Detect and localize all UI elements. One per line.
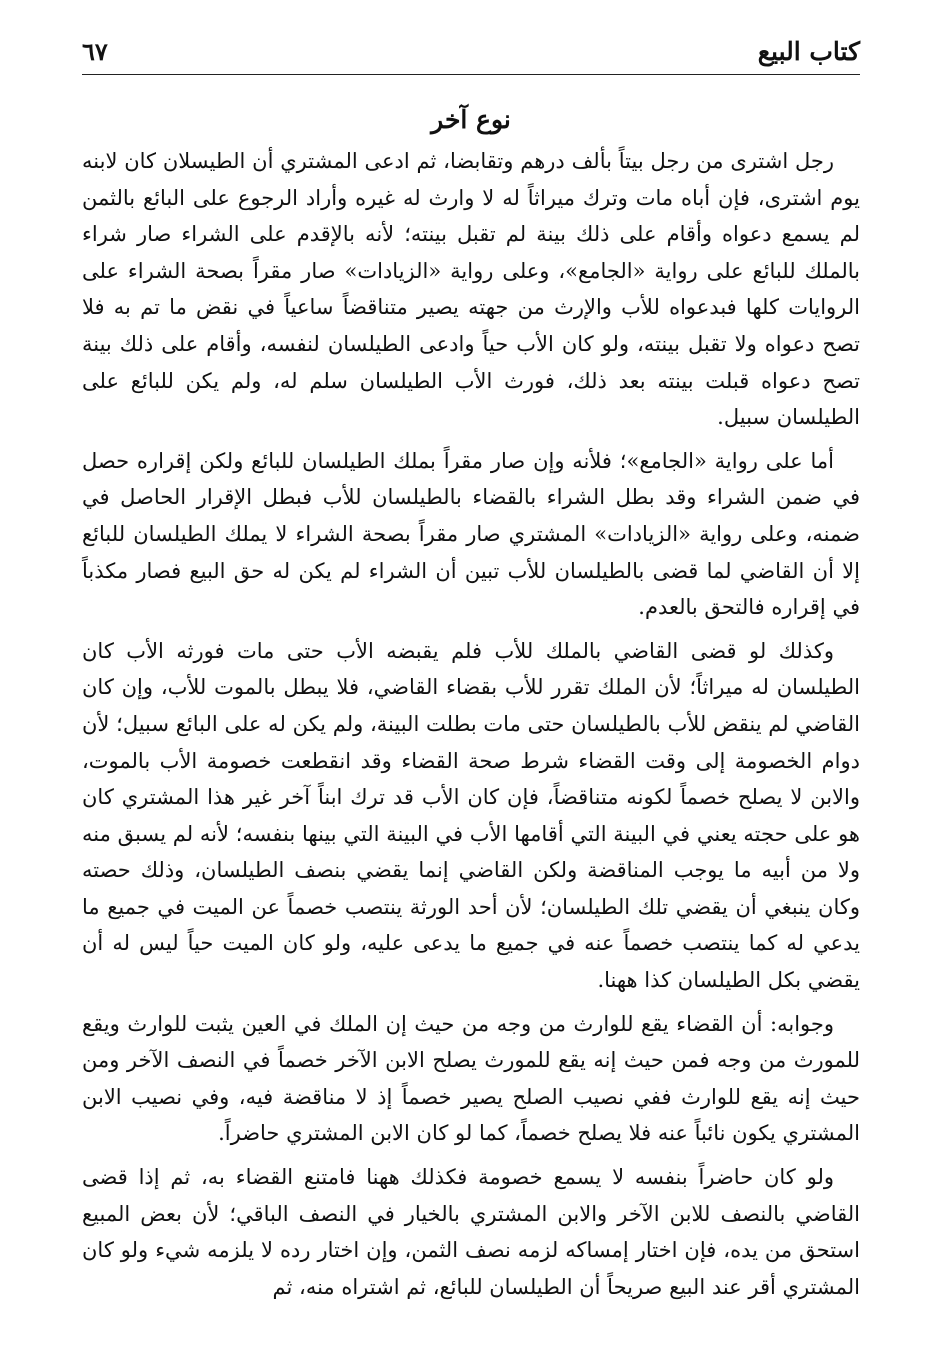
header-divider (82, 74, 860, 75)
running-header (82, 30, 860, 74)
body-paragraph: وكذلك لو قضى القاضي بالملك للأب فلم يقبضه الأب حتى مات فورثه الأب كان الطيلسان له ميراثاً؛ لأن الملك تقرر للأب بقضاء القاضي، فلا يبطل بالموت للأب، وإن كان القاضي لم ينقض للأب بالطيلسان حتى مات بطلت البينة، ولم يكن له على البائع سبيل؛ لأن دوام الخصومة إلى وقت القضاء شرط صحة القضاء وقد انقطعت خصومة الأب بالموت، والابن لا يصلح خصماً لكونه متناقضاً، فإن كان الأب قد ترك ابناً آخر غير هذا المشتري كان هو على حجته يعني في البينة التي أقامها الأب في البينة التي بينها بنفسه؛ لأنه لم يسبق منه ولا من أبيه ما يوجب المناقضة ولكن القاضي إنما يقضي بنصف الطيلسان، وذلك حصته وكان ينبغي أن يقضي تلك الطيلسان؛ لأن أحد الورثة ينتصب خصماً عن الميت في جميع ما يدعي له كما ينتصب خصماً عنه في جميع ما يدعى عليه، ولو كان الميت حياً ليس له أن يقضي بكل الطيلسان كذا ههنا. (82, 638, 860, 993)
book-page (82, 30, 860, 1312)
body-paragraph: وجوابه: أن القضاء يقع للوارث من وجه من حيث إن الملك في العين يثبت للوارث ويقع للمورث من وجه فمن حيث إنه يقع للمورث يصلح الابن الآخر خصماً في النصف الآخر ومن حيث إنه يقع للوارث ففي نصيب الصلح يصير خصماً إذ لا مناقضة فيه، وفي نصيب الابن المشتري يكون نائباً عنه فلا يصلح خصماً، كما لو كان الابن المشتري حاضراً. (82, 1011, 860, 1146)
page-number: ٦٧ (82, 37, 108, 66)
body-paragraph: ولو كان حاضراً بنفسه لا يسمع خصومة فكذلك ههنا فامتنع القضاء به، ثم إذا قضى القاضي بالنصف للابن الآخر والابن المشتري بالخيار في النصف الباقي؛ لأن بعض المبيع استحق من يده، فإن اختار إمساكه لزمه نصف الثمن، وإن اختار رده لا يلزمه شيء ولو كان المشتري أقر عند البيع صريحاً أن الطيلسان للبائع، ثم اشتراه منه، ثم (82, 1165, 860, 1299)
body-paragraph: رجل اشترى من رجل بيتاً بألف درهم وتقابضا، ثم ادعى المشتري أن الطيسلان كان لابنه يوم اشترى، فإن أباه مات وترك ميراثاً له لا وارث له غيره وأراد الرجوع على البائع بالثمن لم يسمع دعواه وأقام على ذلك بينة لم تقبل بينته؛ لأنه بالإقدم على الشراء صار شراء بالملك للبائع على رواية «الجامع»، وعلى رواية «الزيادات» صار مقراً بصحة الشراء على الروايات كلها فبدعواه للأب والإرث من جهته يصير متناقضاً ساعياً في نقض ما تم به فلا تصح دعواه ولا تقبل بينته، ولو كان الأب حياً وادعى الطيلسان لنفسه، وأقام على ذلك بينة تصح دعواه قبلت بينته بعد ذلك، فورث الأب الطيلسان سلم له، ولم يكن للبائع على الطيلسان سبيل. (82, 149, 860, 430)
book-title: كتاب البيع (757, 37, 860, 66)
body-paragraph: أما على رواية «الجامع»؛ فلأنه وإن صار مقراً بملك الطيلسان للبائع ولكن إقراره حصل في ضمن الشراء وقد بطل الشراء بالقضاء بالطيلسان للأب فبطل الإقرار الحاصل في ضمنه، وعلى رواية «الزيادات» المشتري صار مقراً بصحة الشراء لا يملك الطيلسان للبائع إلا أن القاضي لما قضى بالطيلسان للأب تبين أن الشراء لم يكن له حق البيع فصار مكذباً في إقراره فالتحق بالعدم. (82, 448, 860, 620)
section-title: نوع آخر (431, 105, 511, 134)
